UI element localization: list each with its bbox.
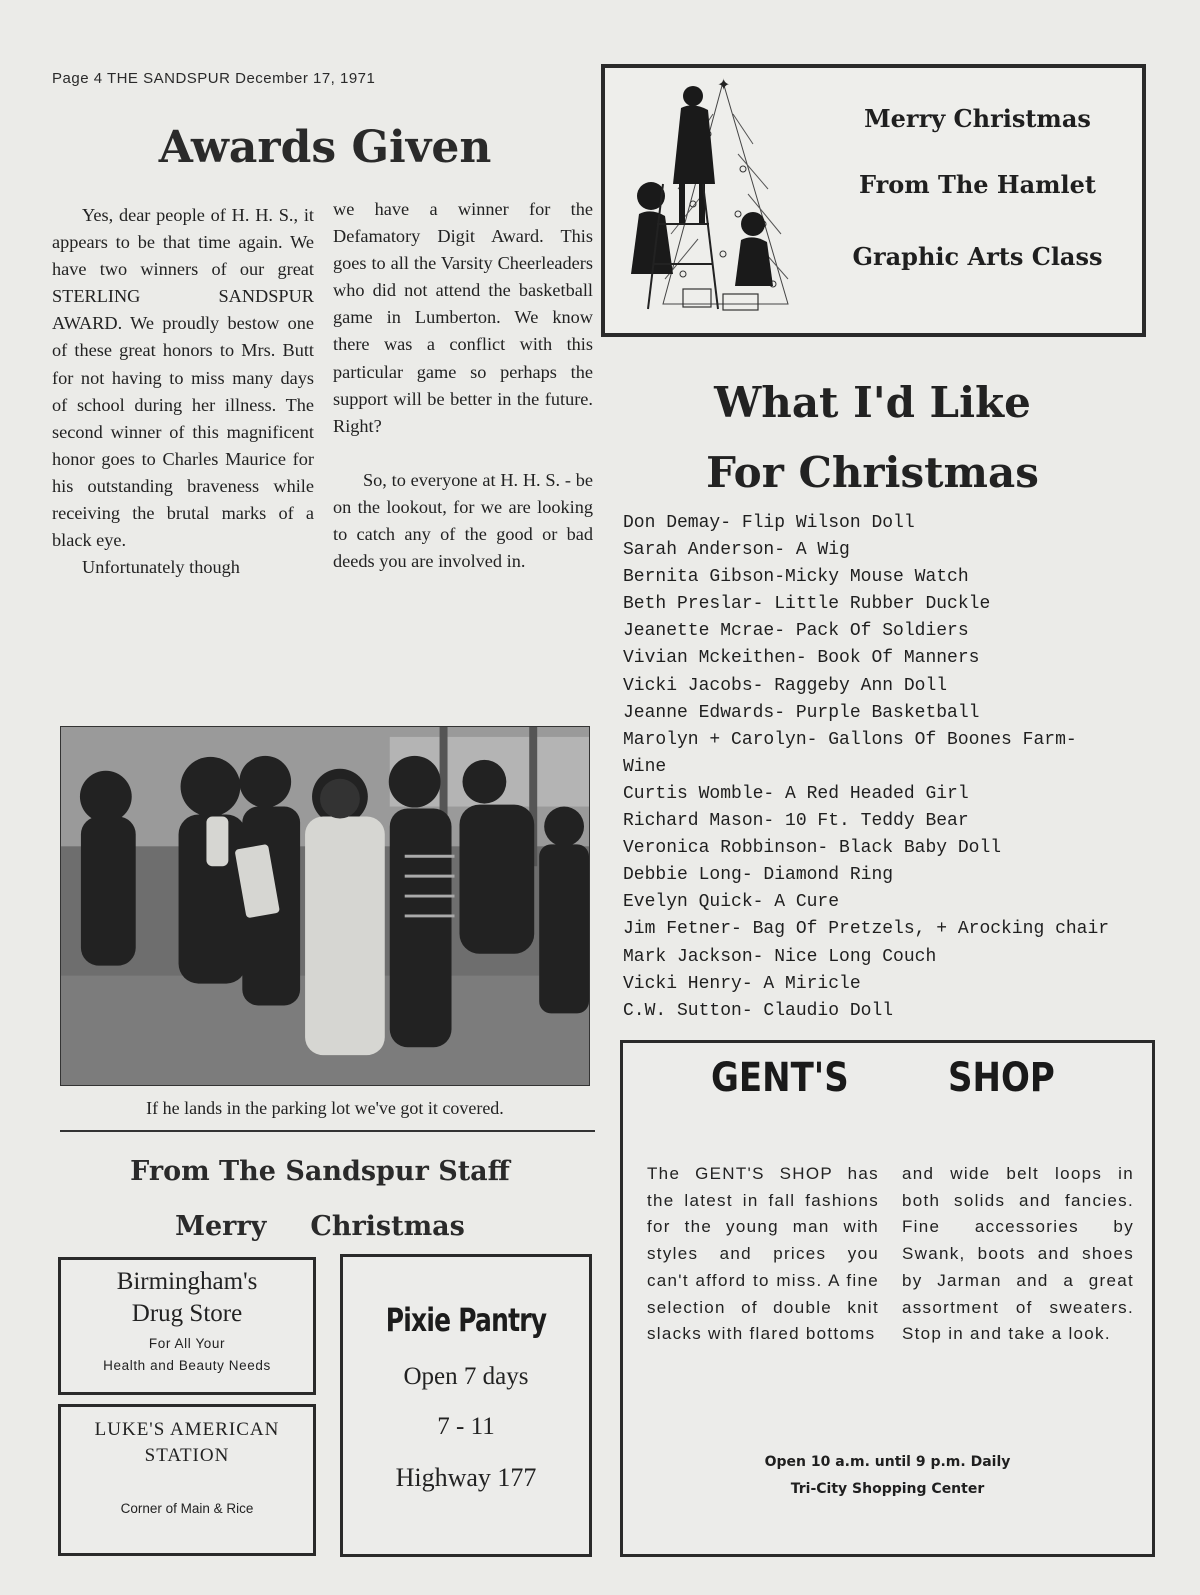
group-photo-image — [61, 727, 589, 1085]
list-item: Mark Jackson- Nice Long Couch — [623, 946, 937, 967]
gents-shop-ad — [620, 1040, 1155, 1557]
list-item: Beth Preslar- Little Rubber Duckle — [623, 594, 991, 615]
gents-shop-title: SHOP — [948, 1055, 1055, 1101]
awards-column-1 — [52, 202, 314, 581]
list-item: Jeanne Edwards- Purple Basketball — [623, 702, 980, 723]
gents-shop-text: The GENT'S SHOP has the latest in fall fashions for the young man with styles and prices you can't afford to miss. A fine selection of double knit slacks with flared bottoms — [647, 1164, 879, 1344]
christmas-tree-illustration — [613, 74, 805, 320]
staff-christmas: Christmas — [310, 1211, 465, 1242]
staff-merry-christmas — [60, 1211, 580, 1242]
list-item: Bernita Gibson-Micky Mouse Watch — [623, 567, 969, 588]
list-item: Curtis Womble- A Red Headed Girl — [623, 783, 969, 804]
awards-paragraph: Unfortunately though — [82, 557, 240, 578]
list-item: Vicki Henry- A Miricle — [623, 973, 861, 994]
staff-greeting: From The Sandspur Staff — [130, 1156, 510, 1187]
awards-paragraph: Yes, dear people of H. H. S., it appears to be that time again. We have two winners of our great STERLING SANDSPUR AWARD. We proudly bestow one of these great honors to Mrs. Butt for not having to miss many days of school during her illness. The second winner of this magnificent honor goes to Charles Maurice for his outstanding braveness while receiving the brutal marks of a black eye. — [52, 205, 314, 551]
pixie-pantry-time: 7 - 11 — [437, 1413, 495, 1440]
pixie-pantry-name: Pixie Pantry — [385, 1301, 547, 1339]
gents-shop-title: GENT'S — [711, 1055, 849, 1101]
drug-store-ad — [58, 1257, 316, 1395]
wishlist-headline: What I'd Like — [714, 378, 1031, 427]
gents-shop-text: and wide belt loops in both solids and fancies. Fine accessories by Swank, boots and shoes by Jarman and a great assortment of sweaters. Stop in and take a look. — [902, 1164, 1134, 1344]
pixie-pantry-hours: Open 7 days — [403, 1363, 529, 1390]
group-photo — [60, 726, 590, 1086]
staff-merry: Merry — [175, 1211, 267, 1242]
list-item: Sarah Anderson- A Wig — [623, 540, 850, 561]
list-item: Vicki Jacobs- Raggeby Ann Doll — [623, 675, 948, 696]
list-item: Veronica Robbinson- Black Baby Doll — [623, 838, 1002, 859]
pixie-pantry-address: Highway 177 — [395, 1463, 537, 1492]
list-item: Richard Mason- 10 Ft. Teddy Bear — [623, 811, 969, 832]
list-item: Marolyn + Carolyn- Gallons Of Boones Farm- — [623, 729, 1077, 750]
list-item: Wine — [623, 756, 667, 777]
gents-shop-hours: Open 10 a.m. until 9 p.m. Daily — [764, 1454, 1011, 1470]
lukes-station-address: Corner of Main & Rice — [120, 1501, 254, 1516]
drug-store-tagline: For All Your — [148, 1336, 226, 1351]
awards-headline: Awards Given — [158, 122, 492, 173]
list-item: Evelyn Quick- A Cure — [623, 892, 840, 913]
wishlist-headline: For Christmas — [706, 448, 1039, 497]
svg-text:✦: ✦ — [717, 75, 731, 94]
pixie-pantry-ad — [340, 1254, 592, 1557]
list-item: C.W. Sutton- Claudio Doll — [623, 1000, 894, 1021]
list-item: Jim Fetner- Bag Of Pretzels, + Arocking chair — [623, 919, 1110, 940]
list-item: Don Demay- Flip Wilson Doll — [623, 513, 915, 533]
christmas-greeting-line: Merry Christmas — [864, 104, 1091, 133]
awards-paragraph: we have a winner for the Defamatory Digit Award. This goes to all the Varsity Cheerleaders who did not attend the basketball game in Lumberton. We know there was a conflict with this particular game so perhaps the support will be better in the future. Right? — [333, 199, 593, 436]
photo-caption: If he lands in the parking lot we've got it covered. — [146, 1098, 504, 1118]
divider-rule — [60, 1130, 595, 1132]
awards-column-2 — [333, 196, 593, 575]
page-header: Page 4 THE SANDSPUR December 17, 1971 — [52, 70, 376, 87]
list-item: Vivian Mckeithen- Book Of Manners — [623, 648, 980, 669]
christmas-greeting-box — [601, 64, 1146, 337]
wishlist — [623, 510, 1143, 1025]
christmas-greeting-line: From The Hamlet — [858, 170, 1097, 199]
drug-store-tagline: Health and Beauty Needs — [103, 1358, 271, 1373]
christmas-greeting-line: Graphic Arts Class — [852, 242, 1103, 271]
gents-shop-location: Tri-City Shopping Center — [790, 1481, 985, 1497]
list-item: Jeanette Mcrae- Pack Of Soldiers — [623, 621, 969, 642]
lukes-station-name: LUKE'S AMERICAN STATION — [94, 1419, 280, 1466]
drug-store-name: Birmingham's Drug Store — [116, 1268, 258, 1327]
awards-paragraph: So, to everyone at H. H. S. - be on the lookout, for we are looking to catch any of the good or bad deeds you are involved in. — [333, 469, 593, 572]
lukes-station-ad — [58, 1404, 316, 1556]
list-item: Debbie Long- Diamond Ring — [623, 865, 894, 886]
